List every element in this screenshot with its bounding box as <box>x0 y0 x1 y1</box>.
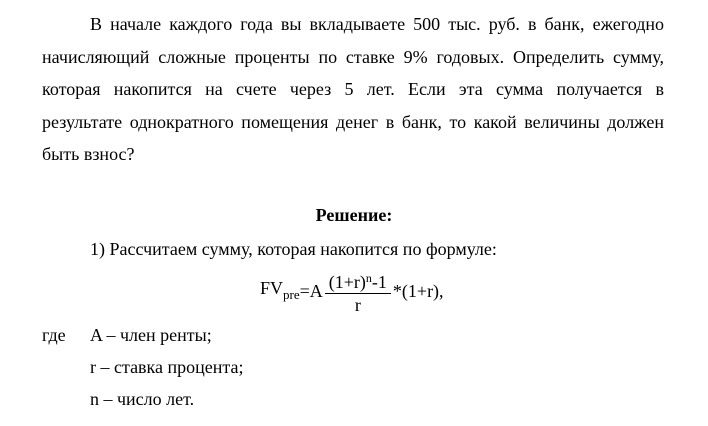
numerator-exponent: n <box>365 270 372 285</box>
formula-fraction <box>325 268 391 315</box>
formula-equals-a: =A <box>299 281 323 301</box>
problem-line: результате однократного помещения денег в банк, то какой величины должен <box>42 111 664 132</box>
annuity-formula <box>260 268 444 314</box>
formula-fv: FV <box>260 277 284 298</box>
formula-denominator: r <box>354 294 361 315</box>
definition-a: A – член ренты; <box>90 325 212 345</box>
numerator-tail: -1 <box>371 271 387 292</box>
problem-line: которая накопится на счете через 5 лет. Если эта сумма получается в <box>42 79 664 99</box>
problem-line: начисляющий сложные проценты по ставке 9% годовых. Определить сумму, <box>42 46 664 67</box>
formula-fv-subscript: pre <box>283 286 300 302</box>
solution-step-1: 1) Рассчитаем сумму, которая накопится по формуле: <box>90 239 497 259</box>
formula-numerator <box>325 268 391 294</box>
where-label: где <box>42 325 66 345</box>
problem-line: В начале каждого года вы вкладываете 500 тыс. руб. в банк, ежегодно <box>90 14 664 34</box>
problem-text <box>42 8 664 171</box>
numerator-base: (1+r) <box>328 271 366 292</box>
definition-r: r – ставка процента; <box>90 357 244 377</box>
formula-tail: *(1+r), <box>392 281 444 301</box>
solution-heading: Решение: <box>315 205 393 225</box>
definition-n: n – число лет. <box>90 389 195 409</box>
problem-line: быть взнос? <box>42 144 135 164</box>
formula-lhs <box>260 278 300 305</box>
